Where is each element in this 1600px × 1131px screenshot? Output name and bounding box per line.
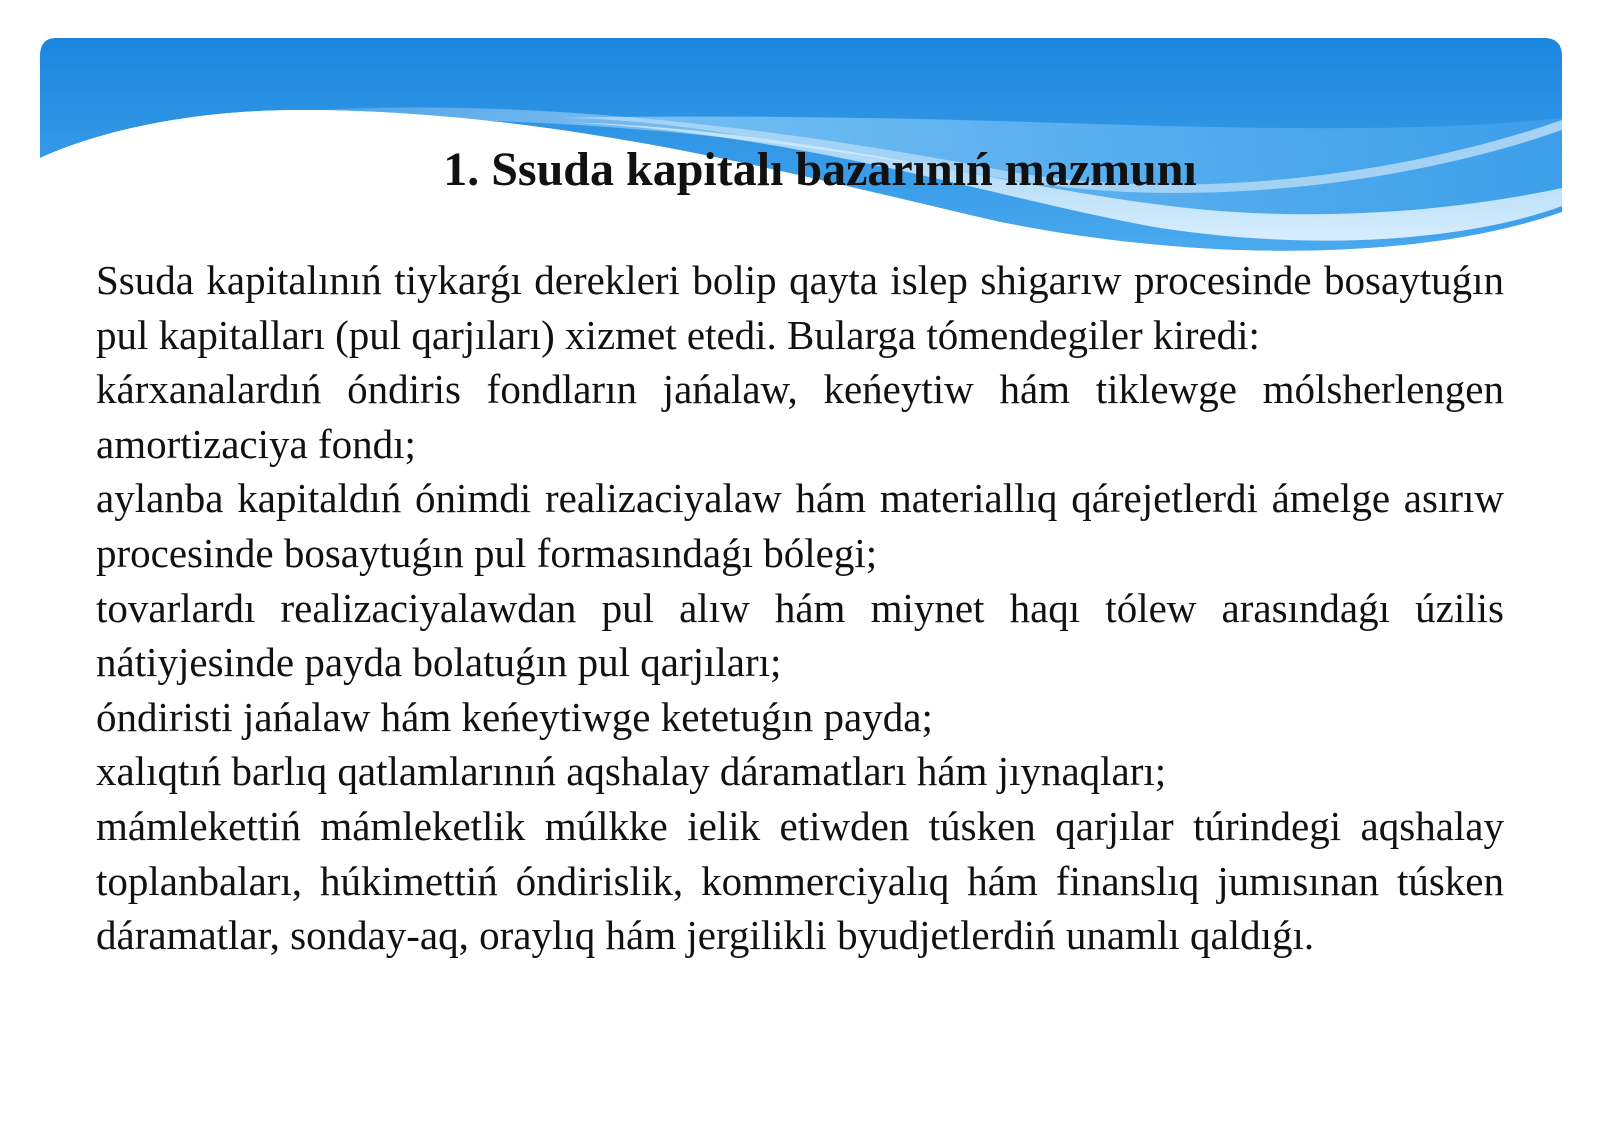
list-item-goods-realization: tovarlardı realizaciyalawdan pul alıw hám miynet haqı tólew arasındaǵı úzilis nátiyjesinde payda bolatuǵın pul qarjıları; [96, 584, 1504, 686]
slide-body [96, 253, 1504, 963]
list-item-state-funds: mámlekettiń mámleketlik múlkke ielik etiwden túsken qarjılar túrindegi aqshalay toplanbaları, húkimettiń óndirislik, kommerciyalıq hám finanslıq jumısınan túsken dáramatlar, sonday-aq, oraylıq hám jergilikli byudjetlerdiń unamlı qaldıǵı. [96, 802, 1504, 959]
intro-paragraph: Ssuda kapitalınıń tiykarǵı derekleri bolip qayta islep shigarıw procesinde bosaytuǵın pul kapitalları (pul qarjıları) xizmet etedi. Bularga tómendegiler kiredi: [96, 257, 1504, 358]
list-item-profit: óndiristi jańalaw hám keńeytiwge ketetuǵın payda; [96, 693, 933, 740]
header-wave-banner [0, 0, 1600, 270]
list-item-population-income: xalıqtıń barlıq qatlamlarınıń aqshalay dáramatları hám jıynaqları; [96, 748, 1167, 795]
list-item-working-capital: aylanba kapitaldıń ónimdi realizaciyalaw hám materiallıq qárejetlerdi ámelge asırıw procesinde bosaytuǵın pul formasındaǵı bólegi; [96, 475, 1504, 576]
list-item-amortization: kárxanalardıń óndiris fondların jańalaw, keńeytiw hám tiklewge mólsherlengen amortizaciya fondı; [96, 366, 1504, 467]
slide-title: 1. Ssuda kapitalı bazarınıń mazmunı [443, 143, 1197, 196]
